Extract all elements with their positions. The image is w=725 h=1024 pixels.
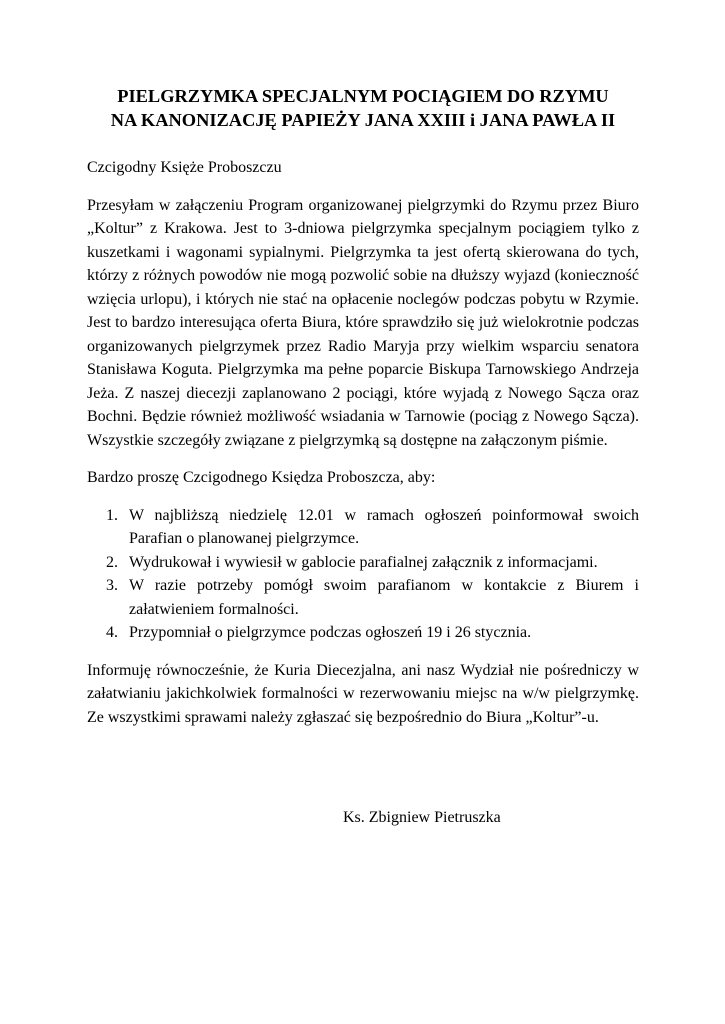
list-item (87, 504, 639, 551)
list-item-text: Przypomniał o pielgrzymce podczas ogłoszeń 19 i 26 stycznia. (129, 624, 532, 641)
list-item-number: 2. (106, 553, 118, 571)
list-item-number: 1. (106, 506, 118, 524)
title-line-2: NA KANONIZACJĘ PAPIEŻY JANA XXIII i JANA PAWŁA II (110, 110, 616, 130)
list-item-number: 4. (106, 624, 118, 641)
list-item-number: 3. (106, 577, 118, 594)
paragraph-program: Przesyłam w załączeniu Program organizowanej pielgrzymki do Rzymu przez Biuro „Koltur” z Krakowa. Jest to 3-dniowa pielgrzymka specjalnym pociągiem tylko z kuszetkami i wagonami sypialnymi. Pielgrzymka ta jest ofertą skierowana do tych, którzy z różnych powodów nie mogą pozwolić sobie na dłuższy wyjazd (konieczność wzięcia urlopu), i których nie stać na opłacenie noclegów podczas pobytu w Rzymie. Jest to bardzo interesująca oferta Biura, które sprawdziło się już wielokrotnie podczas organizowanych pielgrzymek przez Radio Maryja przy wielkim wsparciu senatora Stanisława Koguta. Pielgrzymka ma pełne poparcie Biskupa Tarnowskiego Andrzeja Jeża. Z naszej diecezji zaplanowano 2 pociągi, które wyjadą z Nowego Sącza oraz Bochni. Będzie również możliwość wsiadania w Tarnowie (pociąg z Nowego Sącza). Wszystkie szczegóły związane z pielgrzymką są dostępne na załączonym piśmie. (87, 196, 639, 449)
list-item (87, 551, 639, 575)
greeting: Czcigodny Księże Proboszczu (87, 159, 282, 176)
list-item-text: W najbliższą niedzielę 12.01 w ramach ogłoszeń poinformował swoich Parafian o planowanej pielgrzymce. (129, 506, 639, 547)
list-item-text: Wydrukował i wywiesił w gablocie parafialnej załącznik z informacjami. (129, 553, 598, 571)
list-item-text: W razie potrzeby pomógł swoim parafianom w kontakcie z Biurem i załatwieniem formalności. (129, 577, 639, 618)
title-line-1: PIELGRZYMKA SPECJALNYM POCIĄGIEM DO RZYMU (117, 86, 609, 106)
request-list (87, 504, 639, 645)
letter-title (87, 84, 639, 132)
list-item (87, 574, 639, 621)
list-item (87, 621, 639, 645)
paragraph-notice: Informuję równocześnie, że Kuria Diecezjalna, ani nasz Wydział nie pośredniczy w załatwianiu jakichkolwiek formalności w rezerwowaniu miejsc na w/w pielgrzymkę. Ze wszystkimi sprawami należy zgłaszać się bezpośrednio do Biura „Koltur”-u. (87, 661, 639, 726)
signature: Ks. Zbigniew Pietruszka (343, 809, 501, 826)
letter-body (87, 84, 639, 729)
request-intro: Bardzo proszę Czcigodnego Księdza Proboszcza, aby: (87, 469, 436, 486)
